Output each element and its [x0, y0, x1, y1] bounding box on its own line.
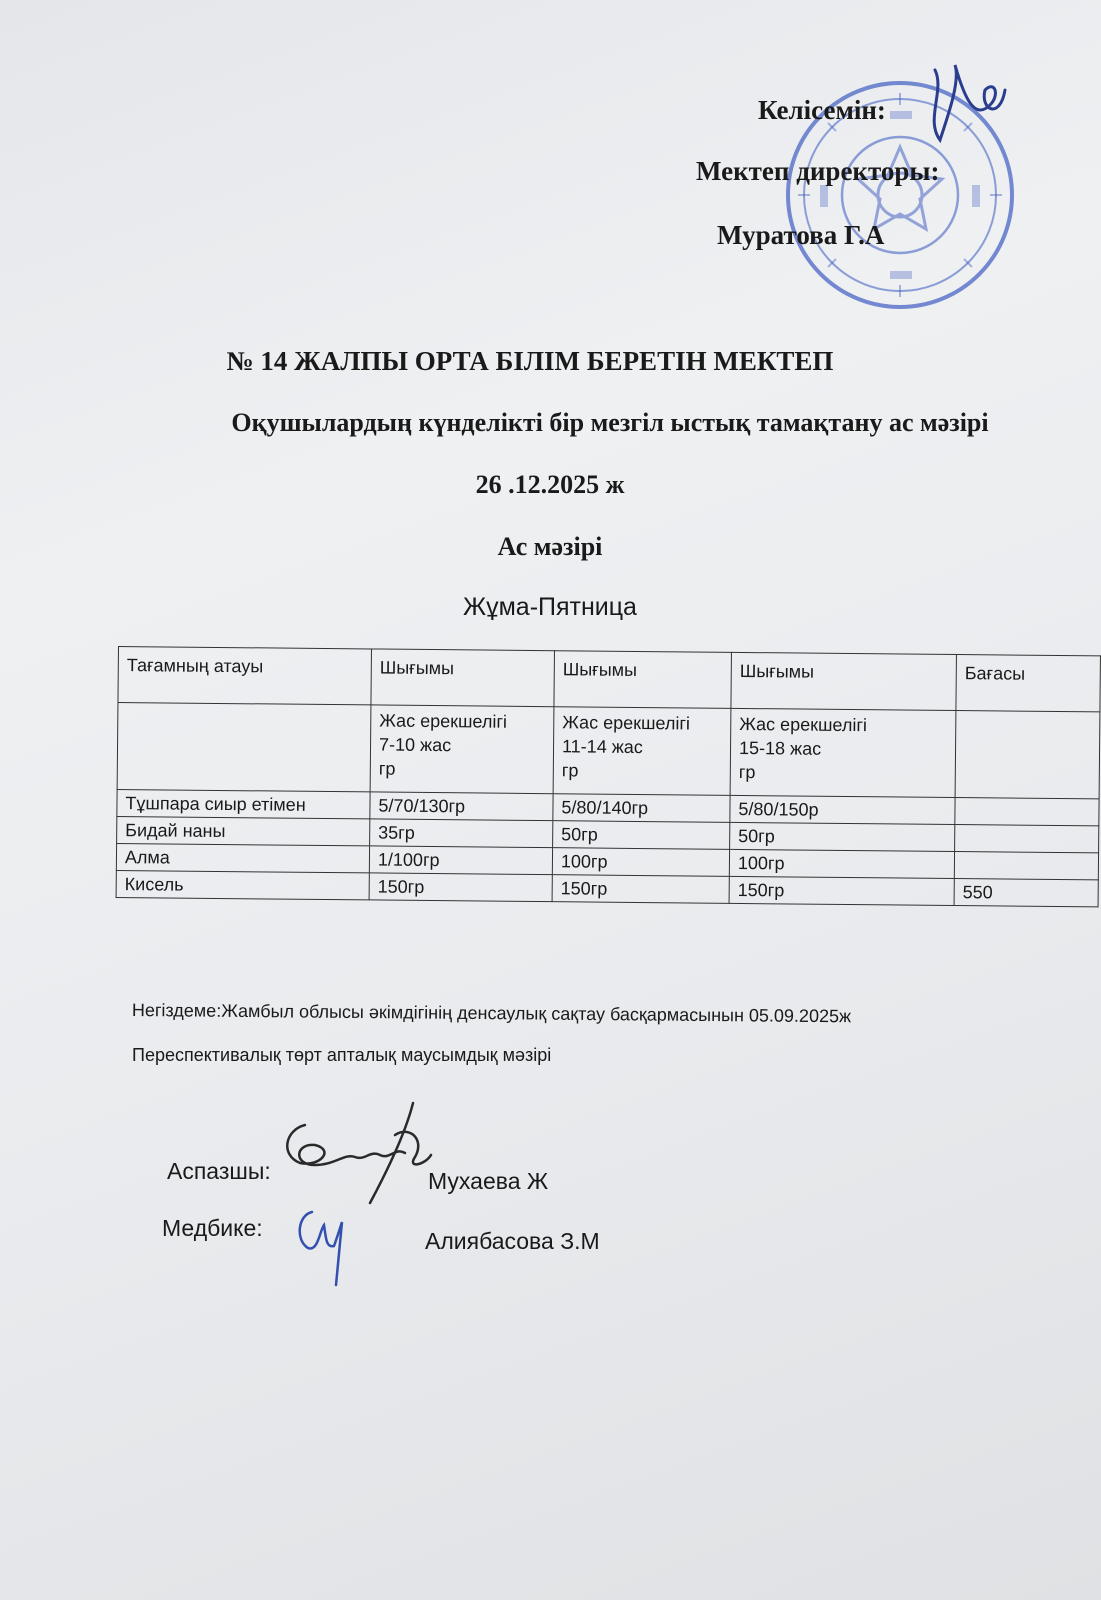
- age-group-11-14: Жас ерекшелігі 11-14 жас гр: [553, 707, 731, 796]
- day-label: Жұма-Пятница: [463, 593, 637, 621]
- nurse-name: Алиябасова З.М: [425, 1228, 600, 1254]
- document-subtitle: Оқушылардың күнделікті бір мезгіл ыстық тамақтану ас мәзірі: [231, 408, 989, 437]
- director-signature-icon: [905, 50, 1015, 160]
- yield-15-18: 5/80/150р: [730, 795, 955, 824]
- price: 550: [954, 879, 1098, 907]
- nurse-label: Медбике:: [162, 1215, 263, 1241]
- price: [954, 852, 1098, 880]
- header-yield-2: Шығымы: [554, 651, 732, 709]
- yield-11-14: 5/80/140гр: [553, 794, 730, 823]
- dish-name: Кисель: [116, 870, 369, 899]
- menu-title: Ас мәзірі: [497, 532, 603, 561]
- yield-7-10: 150гр: [369, 873, 552, 902]
- header-price: Бағасы: [956, 655, 1101, 712]
- header-yield-1: Шығымы: [371, 649, 555, 707]
- yield-7-10: 35гр: [370, 819, 553, 848]
- price: [955, 798, 1099, 826]
- table-header-row: [118, 647, 1100, 712]
- director-title: Мектеп директоры:: [696, 156, 940, 186]
- yield-7-10: 1/100гр: [369, 846, 552, 875]
- age-empty-cell: [117, 703, 371, 792]
- cook-name: Мухаева Ж: [428, 1168, 549, 1194]
- yield-15-18: 150гр: [729, 876, 954, 905]
- age-group-7-10: Жас ерекшелігі 7-10 жас гр: [370, 705, 554, 794]
- header-dish-name: Тағамның атауы: [118, 647, 372, 705]
- menu-table: [116, 646, 1101, 907]
- approval-label: Келісемін:: [758, 95, 886, 125]
- nurse-signature-icon: [290, 1200, 350, 1290]
- yield-11-14: 100гр: [552, 848, 729, 877]
- dish-name: Алма: [116, 843, 369, 872]
- basis-note: Негіздеме:Жамбыл облысы әкімдігінің денсаулық сақтау басқармасынын 05.09.2025ж: [131, 1000, 852, 1027]
- yield-11-14: 150гр: [552, 875, 729, 904]
- cook-label: Аспазшы:: [167, 1158, 271, 1184]
- basis-note-continued: Переспективалық төрт апталық маусымдық мәзірі: [132, 1045, 552, 1065]
- age-group-15-18: Жас ерекшелігі 15-18 жас гр: [730, 708, 956, 797]
- yield-7-10: 5/70/130гр: [370, 792, 553, 821]
- age-price-empty: [955, 711, 1100, 799]
- document-date: 26 .12.2025 ж: [475, 470, 625, 499]
- dish-name: Бидай наны: [117, 816, 370, 845]
- price: [955, 825, 1099, 853]
- dish-name: Тұшпара сиыр етімен: [117, 789, 370, 818]
- age-group-row: [117, 703, 1100, 799]
- header-yield-3: Шығымы: [731, 652, 957, 710]
- school-title: № 14 ЖАЛПЫ ОРТА БІЛІМ БЕРЕТІН МЕКТЕП: [226, 346, 834, 376]
- yield-15-18: 100гр: [729, 849, 954, 878]
- yield-15-18: 50гр: [730, 822, 955, 851]
- cook-signature-icon: [275, 1095, 435, 1210]
- yield-11-14: 50гр: [553, 821, 730, 850]
- director-name: Муратова Г.А: [717, 220, 885, 250]
